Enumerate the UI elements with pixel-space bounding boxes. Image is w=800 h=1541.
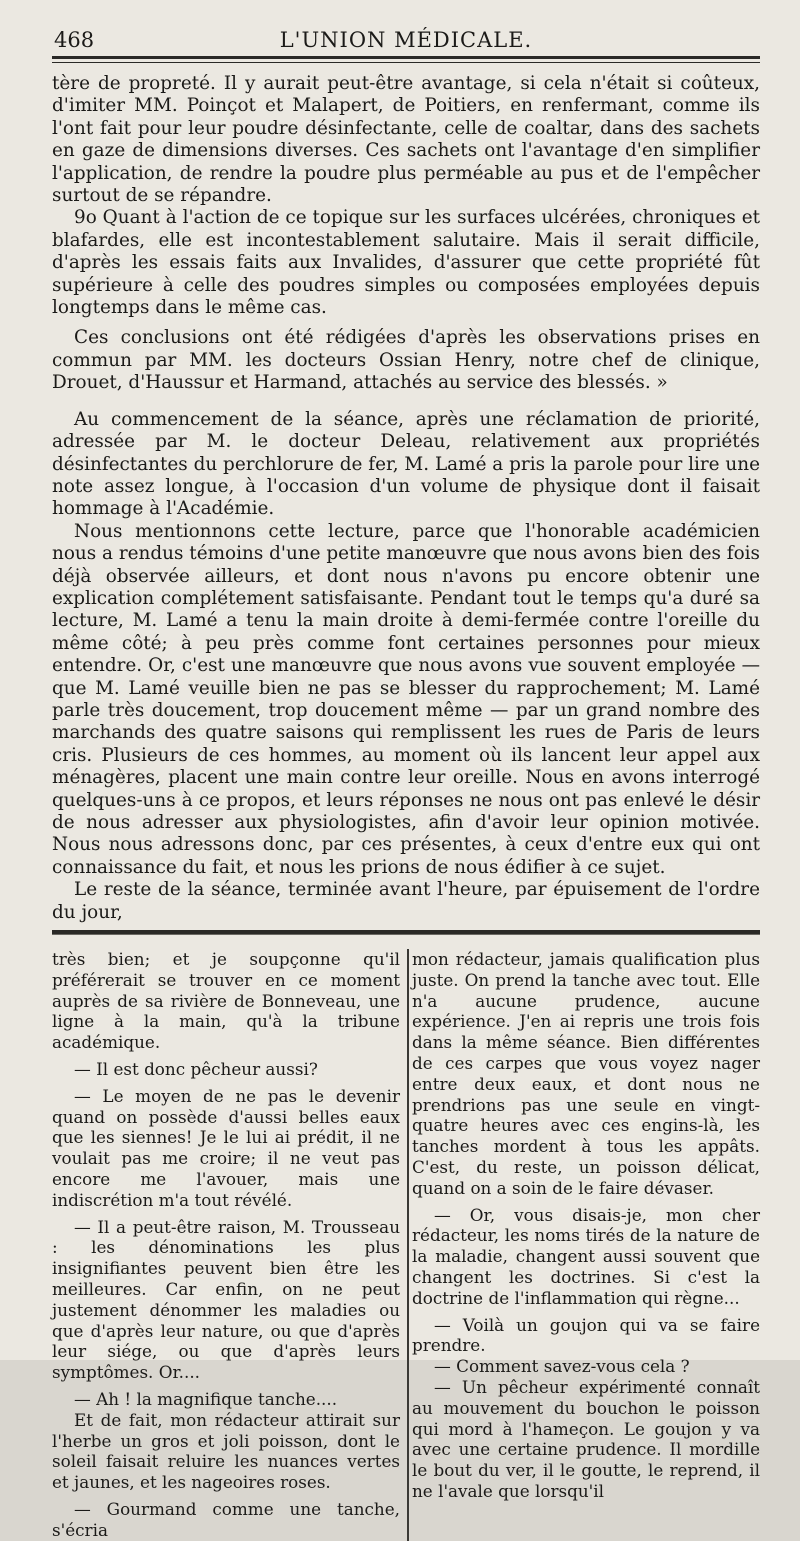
paragraph: — Gourmand comme une tanche, s'écria <box>52 1498 400 1540</box>
paragraph: 9o Quant à l'action de ce topique sur les surfaces ulcérées, chroniques et blafardes, elle est incontestablement salutaire. Mais il serait difficile, d'après les essais faits aux Invalides, d'assurer que cette propriété fût supérieure à celle des poudres simples ou composées employées depuis longtemps dans le même cas. <box>52 207 760 319</box>
right-column <box>412 949 760 1541</box>
paragraph: Le reste de la séance, terminée avant l'heure, par épuisement de l'ordre du jour, <box>52 879 760 923</box>
column-rule <box>407 949 409 1541</box>
page-number: 468 <box>54 28 95 52</box>
left-column <box>52 949 400 1541</box>
paragraph: — Or, vous disais-je, mon cher rédacteur, les noms tirés de la nature de la maladie, changent aussi souvent que changent les doctrines. Si c'est la doctrine de l'inflammation qui règne... <box>412 1204 760 1308</box>
page-header <box>52 22 760 59</box>
feuilleton-columns <box>52 949 760 1541</box>
paragraph: — Il est donc pêcheur aussi? <box>74 1059 318 1080</box>
paragraph: Au commencement de la séance, après une réclamation de priorité, adressée par M. le docteur Deleau, relativement aux propriétés désinfectantes du perchlorure de fer, M. Lamé a pris la parole pour lire une note assez longue, à l'occasion d'un volume de physique dont il faisait hommage à l'Académie. <box>52 408 760 520</box>
header-rule <box>52 62 760 63</box>
paragraph: — Il a peut-être raison, M. Trousseau : les dénominations les plus insignifiantes peuvent bien être les meilleures. Car enfin, on ne peut justement dénommer les maladies ou que d'après leur nature, ou que d'après leur siége, ou que d'après leurs symptômes. Or.... <box>52 1216 400 1383</box>
journal-title: L'UNION MÉDICALE. <box>279 28 533 52</box>
paragraph: Ces conclusions ont été rédigées d'après les observations prises en commun par MM. les docteurs Ossian Henry, notre chef de clinique, Drouet, d'Haussur et Harmand, attachés au service des blessés. » <box>52 327 760 394</box>
paragraph: Et de fait, mon rédacteur attirait sur l'herbe un gros et joli poisson, dont le soleil faisait reluire les nuances vertes et jaunes, et les nageoires roses. <box>52 1409 400 1493</box>
paragraph: — Ah ! la magnifique tanche.... <box>74 1388 338 1409</box>
paragraph: — Le moyen de ne pas le devenir quand on possède d'aussi belles eaux que les siennes! Je le lui ai prédit, il ne voulait pas me croire; il ne veut pas encore me l'avouer, mais une indiscrétion m'a tout révélé. <box>52 1085 400 1210</box>
main-text <box>52 73 760 924</box>
paragraph: mon rédacteur, jamais qualification plus juste. On prend la tanche avec tout. Elle n'a aucune prudence, aucune expérience. J'en ai repris une trois fois dans la même séance. Bien différentes de ces carpes que vous voyez nager entre deux eaux, et dont nous ne prendrions pas une seule en vingt-quatre heures avec ces engins-là, les tanches mordent à tous les appâts. C'est, du reste, un poisson délicat, quand on a soin de le faire dévaser. <box>412 949 760 1198</box>
paragraph: — Voilà un goujon qui va se faire prendre. <box>412 1314 760 1356</box>
paragraph: Nous mentionnons cette lecture, parce que l'honorable académicien nous a rendus témoins d'une petite manœuvre que nous avons bien des fois déjà observée ailleurs, et dont nous n'avons pu encore obtenir une explication complétement satisfaisante. Pendant tout le temps qu'a duré sa lecture, M. Lamé a tenu la main droite à demi-fermée contre l'oreille du même côté; à peu près comme font certaines personnes pour mieux entendre. Or, c'est une manœuvre que nous avons vue souvent employée — que M. Lamé veuille bien ne pas se blesser du rapprochement; M. Lamé parle très doucement, trop doucement même — par un grand nombre des marchands des quatre saisons qui remplissent les rues de Paris de leurs cris. Plusieurs de ces hommes, au moment où ils lancent leur appel aux ménagères, placent une main contre leur oreille. Nous en avons interrogé quelques-uns à ce propos, et leurs réponses ne nous ont pas enlevé le désir de nous adresser aux physiologistes, afin d'avoir leur opinion motivée. Nous nous adressons donc, par ces présentes, à ceux d'entre eux qui ont connaissance du fait, et nous les prions de nous édifier à ce sujet. <box>52 520 760 878</box>
paragraph: tère de propreté. Il y aurait peut-être avantage, si cela n'était si coûteux, d'imiter MM. Poinçot et Malapert, de Poitiers, en renfermant, comme ils l'ont fait pour leur poudre désinfectante, celle de coaltar, dans des sachets en gaze de dimensions diverses. Ces sachets ont l'avantage d'en simplifier l'application, de rendre la poudre plus perméable au pus et de l'empêcher surtout de se répandre. <box>52 73 760 207</box>
paragraph: — Comment savez-vous cela ? <box>434 1356 690 1377</box>
feuilleton-divider <box>52 930 760 935</box>
paragraph: très bien; et je soupçonne qu'il préférerait se trouver en ce moment auprès de sa rivière de Bonneveau, une ligne à la main, qu'à la tribune académique. <box>52 949 400 1053</box>
paragraph: — Un pêcheur expérimenté connaît au mouvement du bouchon le poisson qui mord à l'hameçon. Le goujon y va avec une certaine prudence. Il mordille le bout du ver, il le goutte, le reprend, il ne l'avale que lorsqu'il <box>412 1376 760 1501</box>
